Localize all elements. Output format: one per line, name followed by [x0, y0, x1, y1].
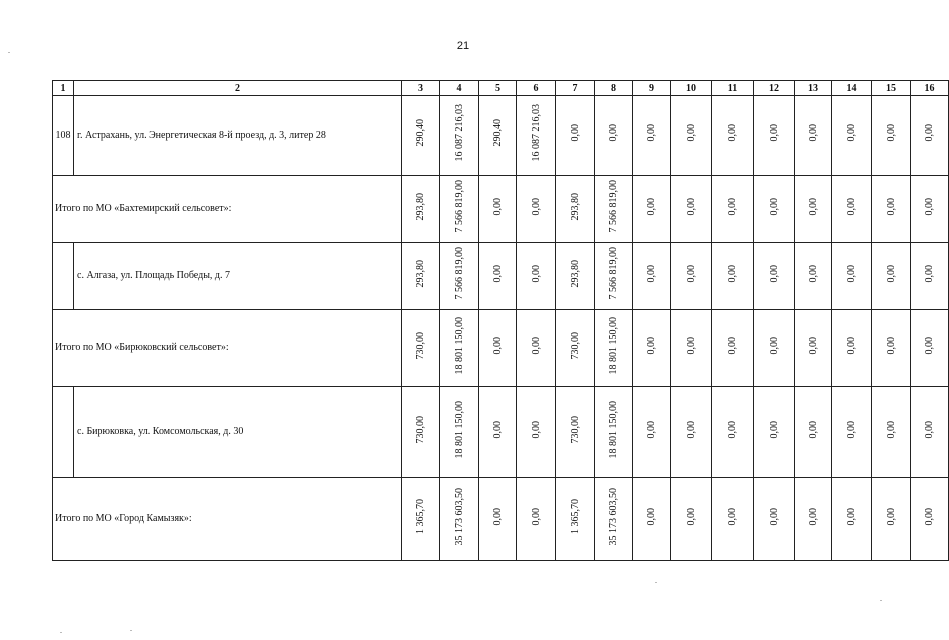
value-text: 0,00	[885, 507, 897, 526]
table-row	[53, 96, 949, 176]
value-text: 0,00	[727, 264, 738, 283]
value-text: 0,00	[727, 336, 738, 355]
value-cell	[872, 96, 911, 176]
value-cell	[671, 310, 712, 387]
scan-speck	[880, 600, 882, 601]
value-text: 7 566 819,00	[608, 180, 619, 233]
value-text: 293,80	[569, 192, 581, 221]
header-row	[53, 81, 949, 96]
value-cell	[754, 176, 795, 243]
scan-speck	[655, 582, 657, 583]
table-row	[53, 387, 949, 478]
value-text: 293,80	[415, 259, 426, 288]
value-cell	[440, 387, 479, 478]
value-text: 0,00	[807, 336, 819, 355]
total-label: Итого по МО «Город Камызяк»:	[53, 478, 402, 561]
column-header-14: 14	[832, 81, 872, 96]
value-text: 18 801 150,00	[608, 400, 619, 459]
value-cell	[712, 176, 754, 243]
column-header-16: 16	[911, 81, 949, 96]
value-cell	[402, 96, 440, 176]
value-cell	[754, 387, 795, 478]
value-text: 0,00	[807, 507, 819, 526]
value-cell	[440, 478, 479, 561]
value-cell	[712, 96, 754, 176]
value-text: 0,00	[685, 420, 697, 439]
value-text: 730,00	[415, 331, 426, 360]
value-cell	[595, 478, 633, 561]
value-text: 0,00	[924, 336, 935, 355]
value-text: 1 365,70	[569, 499, 581, 534]
row-index: 108	[53, 96, 74, 176]
value-cell	[556, 310, 595, 387]
value-cell	[795, 243, 832, 310]
value-cell	[633, 387, 671, 478]
value-text: 7 566 819,00	[608, 247, 619, 300]
scan-speck	[8, 52, 10, 53]
value-cell	[754, 243, 795, 310]
value-cell	[440, 243, 479, 310]
value-cell	[479, 478, 517, 561]
row-index	[53, 387, 74, 478]
value-cell	[712, 387, 754, 478]
scan-speck	[130, 630, 132, 631]
value-text: 7 566 819,00	[453, 247, 465, 300]
value-text: 0,00	[768, 124, 780, 142]
value-text: 0,00	[846, 336, 857, 355]
column-header-6: 6	[517, 81, 556, 96]
value-text: 0,00	[924, 507, 935, 526]
value-text: 0,00	[608, 124, 619, 142]
value-text: 7 566 819,00	[453, 180, 465, 233]
total-row	[53, 310, 949, 387]
value-text: 0,00	[646, 507, 657, 526]
value-cell	[671, 387, 712, 478]
value-text: 0,00	[846, 264, 857, 283]
address-cell: с. Алгаза, ул. Площадь Победы, д. 7	[74, 243, 402, 310]
value-text: 0,00	[885, 336, 897, 355]
value-cell	[911, 176, 949, 243]
value-text: 0,00	[846, 197, 857, 216]
data-table	[52, 80, 949, 561]
value-cell	[795, 96, 832, 176]
value-text: 35 173 603,50	[608, 487, 619, 546]
value-text: 0,00	[727, 420, 738, 439]
value-cell	[440, 310, 479, 387]
value-cell	[671, 96, 712, 176]
value-cell	[872, 243, 911, 310]
value-cell	[795, 478, 832, 561]
value-text: 0,00	[727, 507, 738, 526]
value-cell	[517, 243, 556, 310]
table-row	[53, 243, 949, 310]
value-cell	[556, 478, 595, 561]
value-text: 0,00	[492, 264, 503, 283]
value-text: 0,00	[530, 420, 542, 439]
value-cell	[832, 478, 872, 561]
value-text: 0,00	[646, 124, 657, 142]
value-text: 0,00	[685, 507, 697, 526]
value-cell	[517, 478, 556, 561]
value-text: 0,00	[492, 197, 503, 216]
column-header-2: 2	[74, 81, 402, 96]
value-text: 0,00	[924, 264, 935, 283]
value-cell	[671, 176, 712, 243]
value-text: 0,00	[530, 197, 542, 216]
value-cell	[402, 176, 440, 243]
value-text: 0,00	[492, 336, 503, 355]
value-text: 290,40	[415, 119, 426, 147]
value-cell	[754, 478, 795, 561]
value-text: 0,00	[807, 124, 819, 142]
total-row	[53, 478, 949, 561]
value-text: 0,00	[646, 197, 657, 216]
value-text: 0,00	[685, 264, 697, 283]
value-text: 0,00	[846, 507, 857, 526]
value-text: 0,00	[885, 197, 897, 216]
value-cell	[795, 387, 832, 478]
value-cell	[754, 310, 795, 387]
value-cell	[911, 243, 949, 310]
value-cell	[517, 310, 556, 387]
value-cell	[479, 387, 517, 478]
value-cell	[595, 387, 633, 478]
column-header-5: 5	[479, 81, 517, 96]
value-text: 0,00	[807, 264, 819, 283]
value-text: 0,00	[492, 420, 503, 439]
value-cell	[832, 96, 872, 176]
value-text: 35 173 603,50	[453, 487, 465, 546]
value-cell	[402, 243, 440, 310]
value-cell	[595, 243, 633, 310]
value-text: 18 801 150,00	[608, 316, 619, 375]
page-number: 21	[456, 40, 470, 52]
column-header-1: 1	[53, 81, 74, 96]
value-cell	[832, 387, 872, 478]
value-text: 730,00	[569, 331, 581, 360]
value-cell	[911, 478, 949, 561]
value-text: 0,00	[727, 197, 738, 216]
value-cell	[795, 176, 832, 243]
value-cell	[712, 243, 754, 310]
value-cell	[671, 243, 712, 310]
value-text: 0,00	[768, 197, 780, 216]
value-text: 293,80	[569, 259, 581, 288]
value-text: 0,00	[924, 420, 935, 439]
value-text: 18 801 150,00	[453, 316, 465, 375]
address-cell: с. Бирюковка, ул. Комсомольская, д. 30	[74, 387, 402, 478]
value-text: 290,40	[492, 119, 503, 147]
value-cell	[633, 176, 671, 243]
value-cell	[872, 176, 911, 243]
value-text: 0,00	[924, 197, 935, 216]
value-text: 0,00	[885, 264, 897, 283]
value-cell	[872, 387, 911, 478]
value-cell	[479, 243, 517, 310]
value-text: 0,00	[885, 420, 897, 439]
column-header-15: 15	[872, 81, 911, 96]
value-text: 0,00	[530, 336, 542, 355]
value-cell	[832, 310, 872, 387]
value-cell	[911, 96, 949, 176]
value-text: 0,00	[727, 124, 738, 142]
address-cell: г. Астрахань, ул. Энергетическая 8-й проезд, д. 3, литер 28	[74, 96, 402, 176]
value-cell	[517, 387, 556, 478]
value-text: 0,00	[768, 420, 780, 439]
value-text: 0,00	[530, 264, 542, 283]
value-cell	[517, 96, 556, 176]
value-text: 0,00	[768, 507, 780, 526]
value-cell	[754, 96, 795, 176]
value-text: 0,00	[807, 420, 819, 439]
value-cell	[633, 243, 671, 310]
value-cell	[479, 310, 517, 387]
value-cell	[440, 176, 479, 243]
column-header-13: 13	[795, 81, 832, 96]
value-text: 0,00	[492, 507, 503, 526]
value-text: 0,00	[530, 507, 542, 526]
value-text: 0,00	[646, 336, 657, 355]
value-text: 730,00	[415, 415, 426, 444]
value-cell	[712, 310, 754, 387]
value-cell	[479, 96, 517, 176]
column-header-4: 4	[440, 81, 479, 96]
value-text: 1 365,70	[415, 499, 426, 534]
value-text: 0,00	[685, 336, 697, 355]
value-cell	[556, 176, 595, 243]
value-cell	[402, 387, 440, 478]
value-text: 0,00	[768, 336, 780, 355]
value-cell	[402, 310, 440, 387]
value-text: 0,00	[646, 264, 657, 283]
value-cell	[556, 96, 595, 176]
value-cell	[633, 310, 671, 387]
value-text: 0,00	[924, 124, 935, 142]
total-label: Итого по МО «Бирюковский сельсовет»:	[53, 310, 402, 387]
value-text: 0,00	[685, 197, 697, 216]
value-text: 0,00	[768, 264, 780, 283]
value-text: 16 087 216,03	[453, 104, 465, 162]
value-cell	[671, 478, 712, 561]
value-cell	[832, 176, 872, 243]
value-cell	[872, 478, 911, 561]
value-text: 0,00	[846, 420, 857, 439]
row-index	[53, 243, 74, 310]
value-text: 0,00	[685, 124, 697, 142]
value-cell	[872, 310, 911, 387]
column-header-8: 8	[595, 81, 633, 96]
column-header-3: 3	[402, 81, 440, 96]
value-cell	[712, 478, 754, 561]
value-cell	[556, 243, 595, 310]
column-header-10: 10	[671, 81, 712, 96]
value-cell	[517, 176, 556, 243]
column-header-7: 7	[556, 81, 595, 96]
value-cell	[595, 96, 633, 176]
value-text: 0,00	[807, 197, 819, 216]
value-cell	[556, 387, 595, 478]
value-text: 0,00	[846, 124, 857, 142]
value-text: 0,00	[646, 420, 657, 439]
value-text: 18 801 150,00	[453, 400, 465, 459]
table-body	[53, 81, 949, 561]
value-cell	[595, 310, 633, 387]
value-text: 730,00	[569, 415, 581, 444]
value-cell	[440, 96, 479, 176]
value-cell	[911, 310, 949, 387]
value-cell	[832, 243, 872, 310]
column-header-11: 11	[712, 81, 754, 96]
value-cell	[633, 96, 671, 176]
total-row	[53, 176, 949, 243]
value-cell	[633, 478, 671, 561]
value-text: 0,00	[885, 124, 897, 142]
value-text: 16 087 216,03	[530, 104, 542, 162]
value-text: 0,00	[569, 124, 581, 142]
total-label: Итого по МО «Бахтемирский сельсовет»:	[53, 176, 402, 243]
scan-speck	[60, 632, 62, 633]
value-cell	[402, 478, 440, 561]
value-text: 293,80	[415, 192, 426, 221]
value-cell	[911, 387, 949, 478]
column-header-9: 9	[633, 81, 671, 96]
value-cell	[795, 310, 832, 387]
value-cell	[479, 176, 517, 243]
value-cell	[595, 176, 633, 243]
column-header-12: 12	[754, 81, 795, 96]
